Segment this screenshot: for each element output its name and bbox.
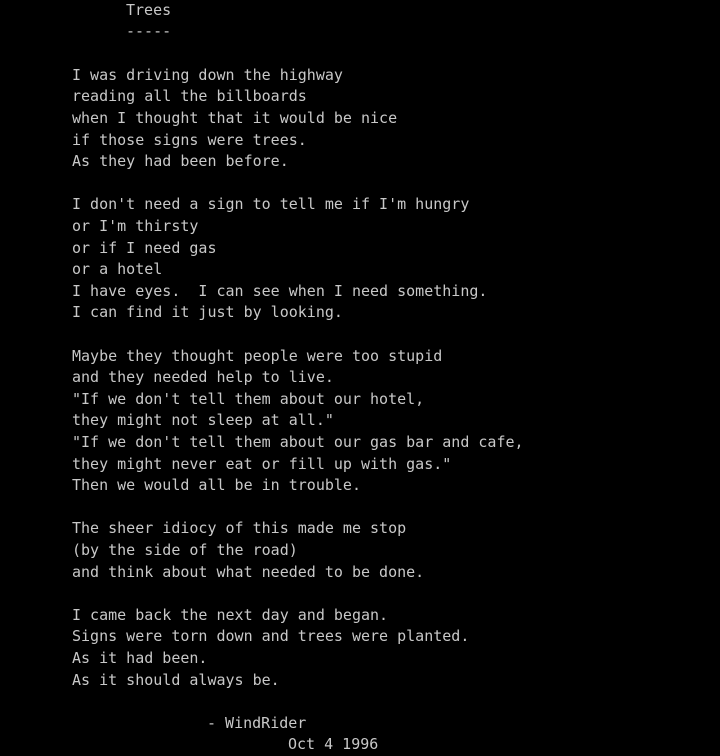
- poem-line: Maybe they thought people were too stupid: [72, 347, 443, 365]
- poem-line: (by the side of the road): [72, 541, 298, 559]
- title-underline: -----: [126, 22, 172, 40]
- poem-date: Oct 4 1996: [288, 735, 379, 753]
- poem-line: I came back the next day and began.: [72, 606, 389, 624]
- poem-line: and they needed help to live.: [72, 368, 334, 386]
- poem-line: As it had been.: [72, 649, 208, 667]
- poem-line: The sheer idiocy of this made me stop: [72, 519, 407, 537]
- poem-line: when I thought that it would be nice: [72, 109, 398, 127]
- poem-line: reading all the billboards: [72, 87, 307, 105]
- poem-line: I can find it just by looking.: [72, 303, 343, 321]
- poem-line: Signs were torn down and trees were planted.: [72, 627, 470, 645]
- poem-line: I was driving down the highway: [72, 66, 343, 84]
- poem-line: "If we don't tell them about our gas bar and cafe,: [72, 433, 524, 451]
- poem-title: Trees: [126, 1, 172, 19]
- poem-line: I have eyes. I can see when I need something.: [72, 282, 488, 300]
- poem-signature: - WindRider: [207, 714, 307, 732]
- poem-line: or I'm thirsty: [72, 217, 199, 235]
- poem-line: "If we don't tell them about our hotel,: [72, 390, 425, 408]
- poem-line: and think about what needed to be done.: [72, 563, 425, 581]
- poem-line: they might never eat or fill up with gas.": [72, 455, 452, 473]
- poem-line: or a hotel: [72, 260, 163, 278]
- poem-line: they might not sleep at all.": [72, 411, 334, 429]
- poem-line: Then we would all be in trouble.: [72, 476, 361, 494]
- poem-line: As it should always be.: [72, 671, 280, 689]
- poem-line: if those signs were trees.: [72, 131, 307, 149]
- poem-line: I don't need a sign to tell me if I'm hungry: [72, 195, 470, 213]
- poem-line: As they had been before.: [72, 152, 289, 170]
- poem-line: or if I need gas: [72, 239, 217, 257]
